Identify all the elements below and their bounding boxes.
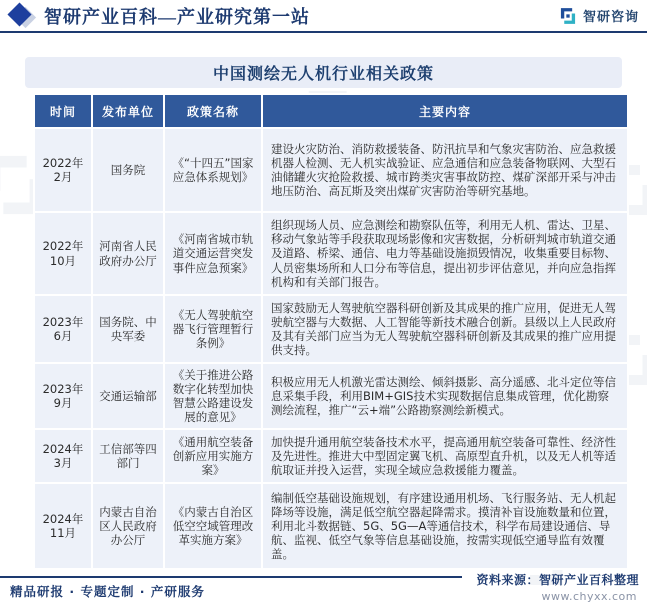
zhiyan-logo-icon: [558, 6, 578, 26]
time-cell: 2022年10月: [35, 213, 91, 294]
diamond-icon: [8, 3, 38, 29]
website-text: www.chyxx.com: [541, 590, 637, 603]
policy-cell: 《“十四五”国家应急体系规划》: [165, 129, 261, 211]
content-cell: 编制低空基础设施规划，有序建设通用机场、飞行服务站、无人机起降场等设施，满足低空航空器起降需求。摸清补盲设施数量和位置，利用北斗数据链、5G、5G—A等通信技术，科学布局建设通信、导航、监视、低空气象等信息基础设施，按需实现低空通导监有效覆盖。: [263, 484, 627, 568]
unit-cell: 内蒙古自治区人民政府办公厅: [93, 484, 163, 568]
policy-cell: 《关于推进公路数字化转型加快智慧公路建设发展的意见》: [165, 364, 261, 428]
content-cell: 加快提升通用航空装备技术水平，提高通用航空装备可靠性、经济性及先进性。推进大中型固定翼飞机、高原型直升机，以及无人机等适航取证并投入运营，实现全域应急救援能力覆盖。: [263, 430, 627, 482]
table-row: [35, 296, 627, 362]
policy-cell: 《通用航空装备创新应用实施方案》: [165, 430, 261, 482]
time-cell: 2024年11月: [35, 484, 91, 568]
table-row: [35, 430, 627, 482]
data-source-text: 资料来源：智研产业百科整理: [476, 573, 639, 587]
brand-title: 智研产业百科—产业研究第一站: [44, 6, 310, 27]
unit-cell: 国务院: [93, 129, 163, 211]
footer-divider: [0, 576, 462, 578]
page-title: 中国测绘无人机行业相关政策: [212, 66, 434, 83]
table-row: [35, 364, 627, 428]
content-cell: 积极应用无人机激光雷达测绘、倾斜摄影、高分遥感、北斗定位等信息采集手段，利用BIM+GIS技术实现数据信息集成管理，优化勘察测绘流程，推广“云+端”公路勘察测绘新模式。: [263, 364, 627, 428]
unit-cell: 河南省人民政府办公厅: [93, 213, 163, 294]
col-header-content: 主要内容: [263, 95, 627, 127]
table-row: [35, 484, 627, 568]
unit-cell: 工信部等四部门: [93, 430, 163, 482]
policy-cell: 《河南省城市轨道交通运营突发事件应急预案》: [165, 213, 261, 294]
corp-logo-text: 智研咨询: [582, 10, 639, 25]
col-header-unit: 发布单位: [93, 95, 163, 127]
table-row: [35, 129, 627, 211]
col-header-policy: 政策名称: [165, 95, 261, 127]
table-row: [35, 213, 627, 294]
policy-table: [33, 93, 623, 570]
time-cell: 2022年2月: [35, 129, 91, 211]
unit-cell: 交通运输部: [93, 364, 163, 428]
content-cell: 建设火灾防治、消防救援装备、防汛抗旱和气象灾害防治、应急救援机器人检测、无人机实战验证、应急通信和应急装备物联网、大型石油储罐火灾抢险救援、城市跨类灾害事故防控、煤矿深部开采与冲击地压防治、高瓦斯及突出煤矿灾害防治等研究基地。: [263, 129, 627, 211]
top-brand-bar: [0, 0, 647, 33]
policy-cell: 《内蒙古自治区低空空域管理改革实施方案》: [165, 484, 261, 568]
table-header-row: [35, 95, 627, 127]
corp-logo: [558, 6, 639, 26]
col-header-time: 时间: [35, 95, 91, 127]
policy-cell: 《无人驾驶航空器飞行管理暂行条例》: [165, 296, 261, 362]
unit-cell: 国务院、中央军委: [93, 296, 163, 362]
title-banner: [25, 57, 622, 88]
content-cell: 国家鼓励无人驾驶航空器科研创新及其成果的推广应用，促进无人驾驶航空器与大数据、人工智能等新技术融合创新。县级以上人民政府及其有关部门应当为无人驾驶航空器科研创新及其成果的推广应用提供支持。: [263, 296, 627, 362]
time-cell: 2023年9月: [35, 364, 91, 428]
time-cell: 2024年3月: [35, 430, 91, 482]
services-text: 精品研报 · 专题定制 · 产研服务: [10, 584, 205, 599]
content-cell: 组织现场人员、应急测绘和勘察队伍等，利用无人机、雷达、卫星、移动气象站等手段获取现场影像和灾害数据，分析研判城市轨道交通及道路、桥梁、通信、电力等基础设施损毁情况，收集重要目标物、人员密集场所和人口分布等信息，提出初步评估意见，并向应急指挥机构和有关部门报告。: [263, 213, 627, 294]
time-cell: 2023年6月: [35, 296, 91, 362]
